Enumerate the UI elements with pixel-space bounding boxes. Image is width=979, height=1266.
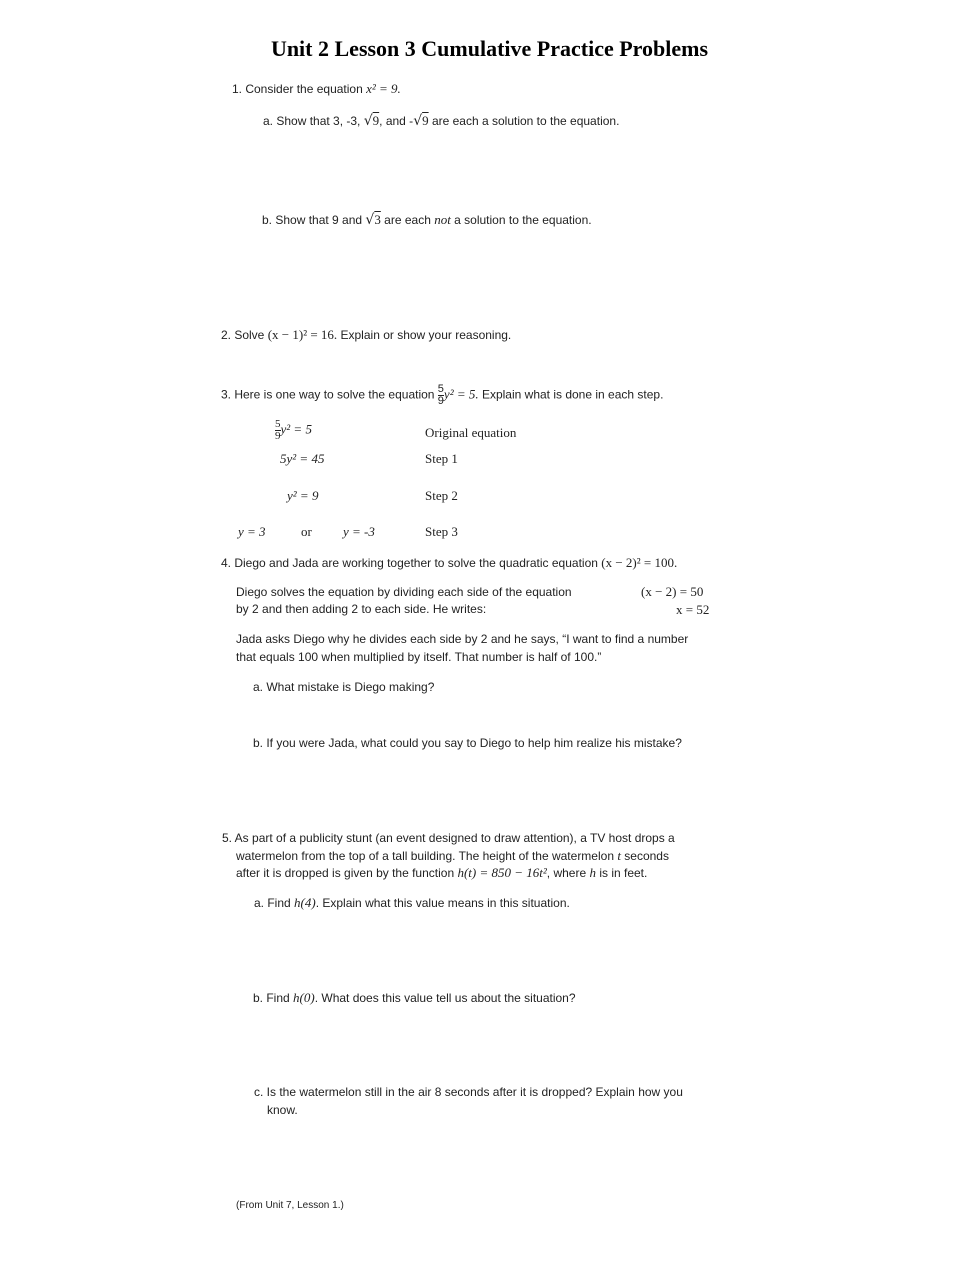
problem-4-jada-line-1: Jada asks Diego why he divides each side by 2 and he says, “I want to find a number [236,632,689,646]
fraction-numerator: 5 [275,418,281,430]
problem-5b-post: . What does this value tell us about the situation? [314,991,576,1005]
problem-4-diego-line-1: Diego solves the equation by dividing each side of the equation [236,585,572,599]
sqrt-symbol: √ [413,113,423,129]
step-3-equation-left: y = 3 [238,524,266,539]
problem-5b-pre: b. Find [253,991,294,1005]
problem-5-line-3-mid: , where [546,866,590,880]
problem-5a-pre: a. Find [254,896,295,910]
problem-1a-text-post: are each a solution to the equation. [428,114,620,128]
problem-1b [262,212,592,228]
problem-1a-text-pre: a. Show that 3, -3, [263,114,364,128]
problem-1-stem-math: x² = 9. [366,81,401,96]
problem-2-text-post: Explain or show your reasoning. [337,328,512,342]
source-note: (From Unit 7, Lesson 1.) [236,1200,344,1211]
fraction-numerator: 5 [437,383,444,395]
problem-3-text-pre: 3. Here is one way to solve the equation [221,387,438,402]
problem-5c-line-2: know. [267,1103,298,1117]
problem-5a-math: h(4) [294,895,316,910]
problem-4-stem-math: (x − 2)² = 100. [601,555,678,570]
problem-1a-radicand-2: 9 [422,113,429,128]
problem-4-diego-line-2: by 2 and then adding 2 to each side. He writes: [236,602,487,616]
step-1-equation: 5y² = 45 [280,451,325,466]
problem-3-text-post: Explain what is done in each step. [478,387,664,402]
problem-5-line-2-post: seconds [620,849,669,863]
step-1-label: Step 1 [425,451,458,466]
problem-5b [253,990,576,1006]
sqrt-symbol: √ [365,212,375,228]
problem-5a [254,895,570,911]
problem-2 [221,327,511,343]
problem-2-text-pre: 2. Solve [221,328,268,342]
problem-1a [263,113,619,129]
problem-1b-text-mid: are each [380,213,435,227]
fraction-denominator: 9 [275,430,281,442]
sqrt-symbol: √ [363,113,373,129]
diego-work-line-2: x = 52 [676,602,710,617]
problem-1a-text-mid: , and - [379,114,414,128]
problem-5-line-1: 5. As part of a publicity stunt (an event designed to draw attention), a TV host drops a [222,831,675,845]
problem-1b-not: not [434,212,451,227]
problem-5-line-2-pre: watermelon from the top of a tall building. The height of the watermelon [236,849,618,863]
problem-1b-text-pre: b. Show that 9 and [262,213,366,227]
problem-5-line-3-post: is in feet. [595,866,648,880]
problem-5-line-2 [236,848,669,864]
problem-4-jada-line-2: that equals 100 when multiplied by itself. That number is half of 100.” [236,650,602,664]
problem-1b-text-post: a solution to the equation. [450,213,592,227]
page-title: Unit 2 Lesson 3 Cumulative Practice Problems [270,36,709,61]
problem-1-stem [232,81,401,97]
problem-5-var-h: h [589,865,596,880]
problem-4b: b. If you were Jada, what could you say to Diego to help him realize his mistake? [253,736,682,750]
problem-2-math: (x − 1)² = 16. [267,327,338,342]
problem-5c-line-1: c. Is the watermelon still in the air 8 seconds after it is dropped? Explain how you [254,1085,683,1099]
problem-4-stem [221,555,677,571]
problem-5b-math: h(0) [293,990,315,1005]
problem-1a-radicand-1: 9 [372,113,380,128]
problem-5-function: h(t) = 850 − 16t² [457,865,547,880]
step-0-equation [275,419,312,442]
step-3-equation-right: y = -3 [343,524,375,539]
fraction-denominator: 9 [437,395,444,407]
problem-3-stem [221,384,663,407]
problem-3-math: y² = 5. [443,386,479,402]
problem-5a-post: . Explain what this value means in this situation. [315,896,570,910]
problem-5-var-t: t [617,848,621,863]
diego-work-line-1: (x − 2) = 50 [641,584,704,599]
step-3-or: or [301,524,312,539]
problem-4a: a. What mistake is Diego making? [253,680,435,694]
step-3-label: Step 3 [425,524,458,539]
step-0-label: Original equation [425,425,517,440]
problem-1b-radicand: 3 [374,212,381,227]
step-2-label: Step 2 [425,488,458,503]
problem-5-line-3 [236,865,647,881]
problem-4-stem-text: 4. Diego and Jada are working together to solve the quadratic equation [221,556,602,570]
step-0-equation-text: y² = 5 [280,421,312,437]
problem-5-line-3-pre: after it is dropped is given by the function [236,866,458,880]
step-2-equation: y² = 9 [287,488,319,503]
problem-1-stem-text: 1. Consider the equation [232,82,367,96]
